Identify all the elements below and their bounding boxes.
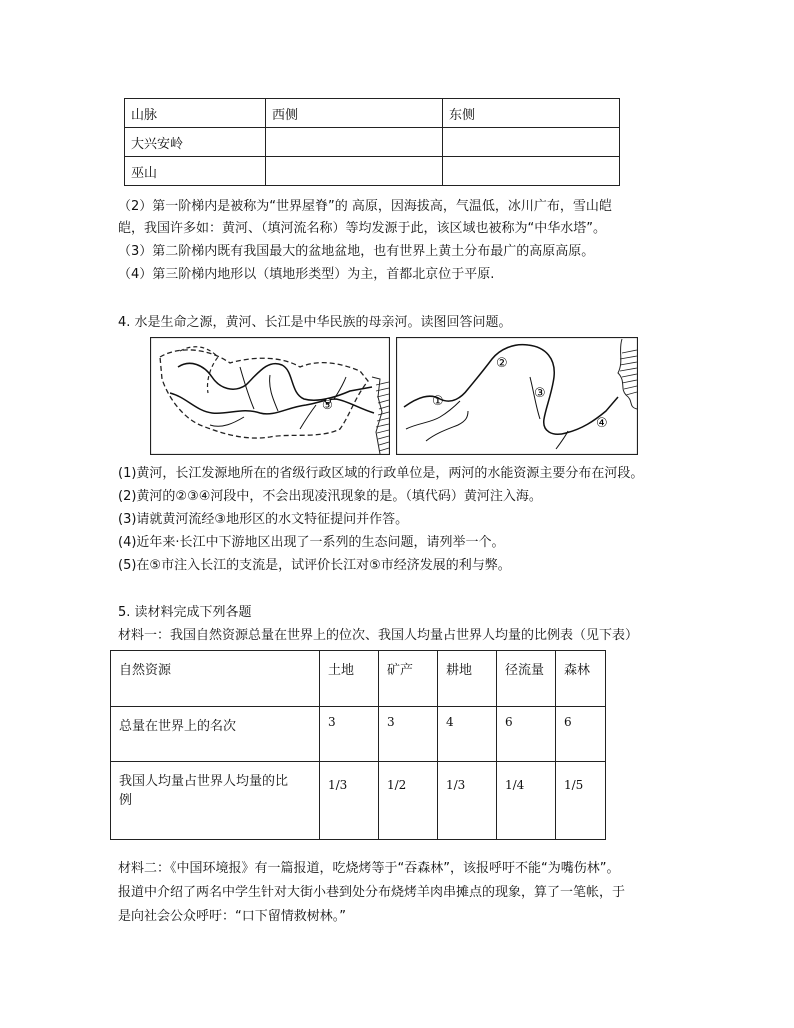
table-cell: 1/2: [379, 762, 438, 840]
table-cell: 1/5: [556, 762, 606, 840]
table-row: [125, 99, 620, 128]
table-cell: 3: [379, 707, 438, 762]
table-cell: 1/3: [320, 762, 379, 840]
ratio-label-line-1: 我国人均量占世界人均量的比: [119, 774, 289, 789]
table-header-cell: 矿产: [379, 651, 438, 707]
q5-material2-line-2: 报道中介绍了两名中学生针对大街小巷到处分布烧烤羊肉串摊点的现象，算了一笔帐，于: [118, 885, 626, 900]
yangtze-yellow-river-map: [150, 337, 390, 455]
map-label-5: ⑤: [322, 398, 333, 412]
table-cell: 6: [497, 707, 556, 762]
q4-title: 4. 水是生命之源，黄河、长江是中华民族的母亲河。读图回答问题。: [118, 315, 512, 330]
table-row: [111, 651, 606, 707]
q5-title: 5. 读材料完成下列各题: [118, 605, 252, 620]
q4-question-5: (5)在⑤市注入长江的支流是，试评价长江对⑤市经济发展的利与弊。: [118, 558, 511, 573]
table-header-cell: 东侧: [443, 99, 620, 128]
table-cell: 1/3: [438, 762, 497, 840]
yellow-river-map: [396, 337, 638, 455]
q3-line-2: 皑，我国许多如：黄河、（填河流名称）等均发源于此，该区域也被称为“中华水塔”。: [118, 221, 606, 236]
table-cell: 6: [556, 707, 606, 762]
table-cell: 总量在世界上的名次: [111, 707, 320, 762]
table-cell: [266, 157, 443, 186]
table-header-cell: 耕地: [438, 651, 497, 707]
table-header-cell: 土地: [320, 651, 379, 707]
table-header-cell: 自然资源: [111, 651, 320, 707]
q3-line-4: （4）第三阶梯内地形以（填地形类型）为主，首都北京位于平原.: [118, 267, 495, 282]
table-cell: [443, 157, 620, 186]
resources-table: [110, 650, 606, 840]
table-cell: [443, 128, 620, 157]
q4-question-4: (4)近年来·长江中下游地区出现了一系列的生态问题，请列举一个。: [118, 535, 505, 550]
q5-material1: 材料一：我国自然资源总量在世界上的位次、我国人均量占世界人均量的比例表（见下表）: [118, 628, 639, 643]
ratio-label-line-2: 例: [119, 793, 133, 808]
table-cell: 巫山: [125, 157, 266, 186]
q3-line-3: （3）第二阶梯内既有我国最大的盆地盆地，也有世界上黄土分布最广的高原高原。: [118, 244, 595, 259]
map-label-2: ②: [496, 356, 508, 371]
table-header-cell: 径流量: [497, 651, 556, 707]
table-cell: 3: [320, 707, 379, 762]
q4-question-1: (1)黄河，长江发源地所在的省级行政区域的行政单位是，两河的水能资源主要分布在河段。: [118, 466, 644, 481]
q4-question-3: (3)请就黄河流经③地形区的水文特征提问并作答。: [118, 512, 409, 527]
table-cell: 1/4: [497, 762, 556, 840]
mountain-table: [124, 98, 620, 186]
map-label-4: ④: [596, 416, 608, 431]
q5-material2-line-3: 是向社会公众呼吁：“口下留情救树林。”: [118, 909, 346, 924]
q5-material2-line-1: 材料二：《中国环境报》有一篇报道，吃烧烤等于“吞森林”，该报呼吁不能“为嘴伤林”。: [118, 861, 620, 876]
map-label-3: ③: [534, 386, 546, 401]
table-cell: [266, 128, 443, 157]
table-cell: 大兴安岭: [125, 128, 266, 157]
table-cell: [111, 762, 320, 840]
table-cell: 4: [438, 707, 497, 762]
q4-question-2: (2)黄河的②③④河段中，不会出现凌汛现象的是。（填代码）黄河注入海。: [118, 489, 542, 504]
q3-line-1: （2）第一阶梯内是被称为“世界屋脊”的 高原，因海拔高，气温低，冰川广布，雪山皑: [118, 199, 612, 214]
table-header-cell: 森林: [556, 651, 606, 707]
table-header-cell: 西侧: [266, 99, 443, 128]
table-row: [125, 128, 620, 157]
table-row: [111, 707, 606, 762]
table-row: [125, 157, 620, 186]
map-label-1: ①: [432, 394, 444, 409]
table-row: [111, 762, 606, 840]
table-header-cell: 山脉: [125, 99, 266, 128]
